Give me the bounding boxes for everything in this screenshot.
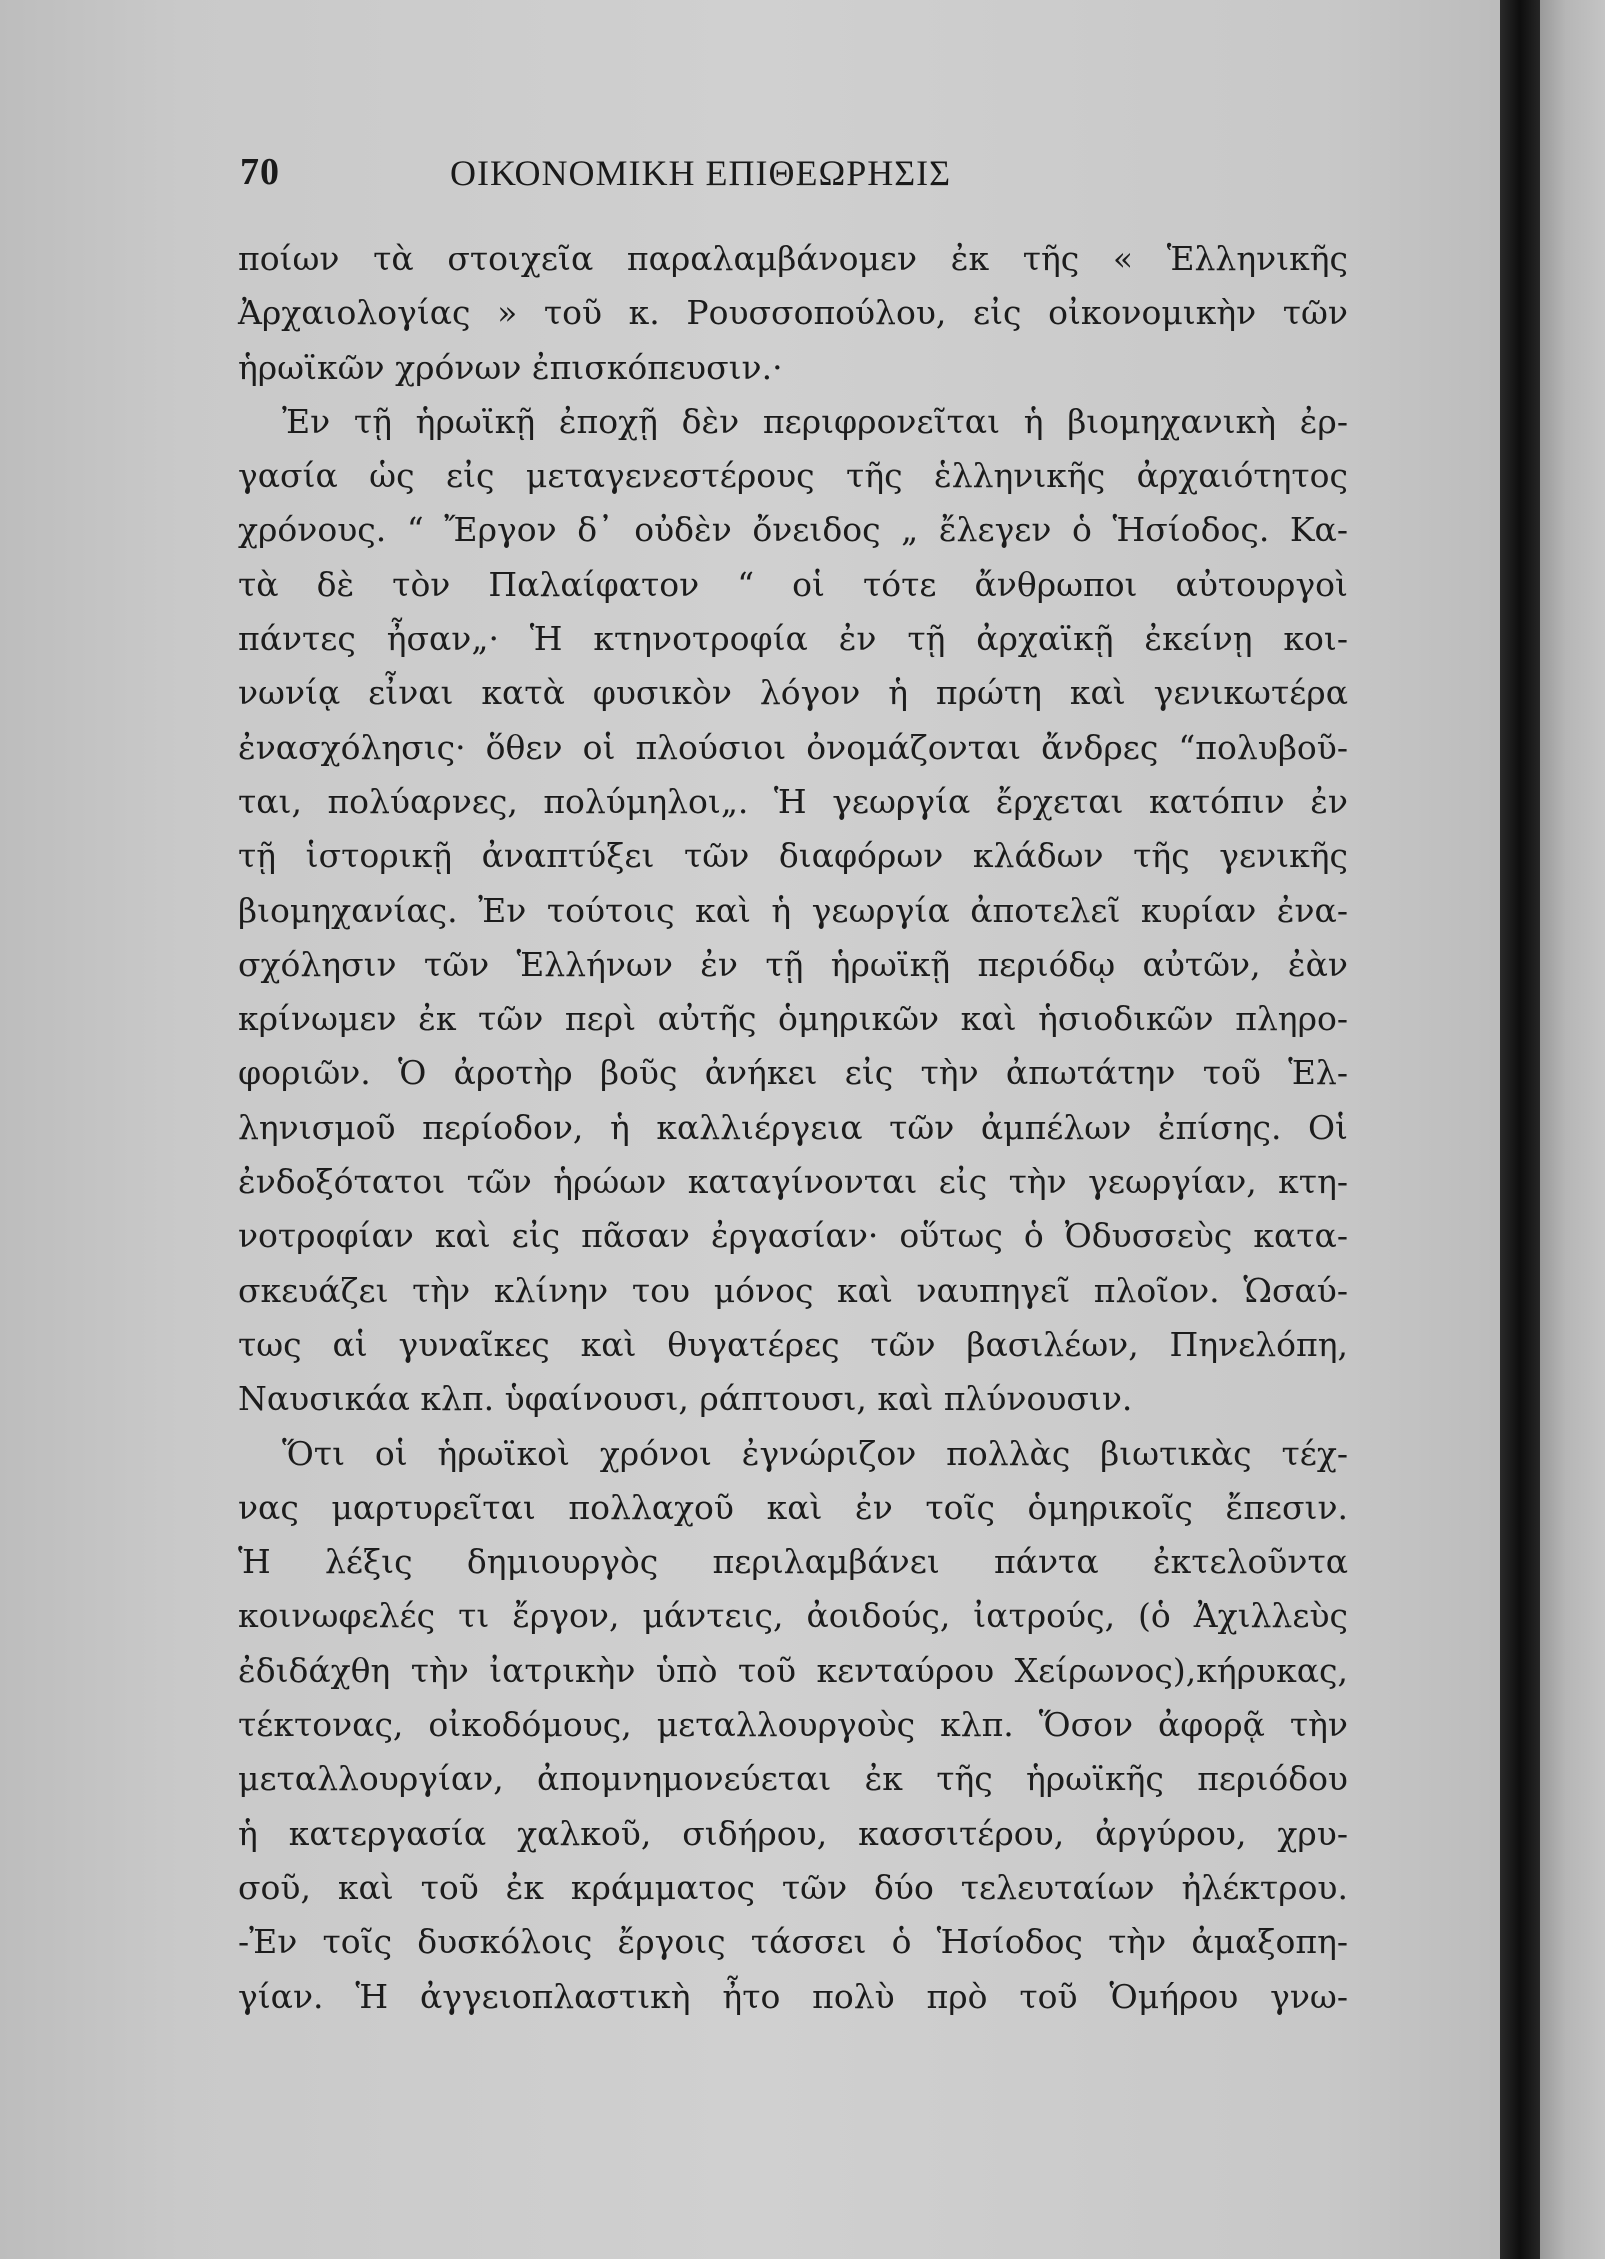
text-line: νοτροφίαν καὶ εἰς πᾶσαν ἐργασίαν· οὕτως ὁ Ὀδυσσεὺς κατα- — [238, 1216, 1348, 1256]
text-line: νωνίᾳ εἶναι κατὰ φυσικὸν λόγον ἡ πρώτη καὶ γενικωτέρα — [238, 673, 1348, 713]
text-line: Ἡ λέξις δημιουργὸς περιλαμβάνει πάντα ἐκτελοῦντα — [238, 1542, 1348, 1582]
body-text — [238, 232, 1348, 2024]
facing-page-edge — [1540, 0, 1605, 2259]
text-line: Ὅτι οἱ ἡρωϊκοὶ χρόνοι ἐγνώριζον πολλὰς βιωτικὰς τέχ- — [282, 1433, 1348, 1473]
text-line: τέκτονας, οἰκοδόμους, μεταλλουργοὺς κλπ. Ὅσον ἀφορᾷ τὴν — [238, 1705, 1348, 1745]
text-line: Ἀρχαιολογίας » τοῦ κ. Ρουσσοπούλου, εἰς οἰκονομικὴν τῶν — [238, 293, 1348, 333]
text-line: ἐνδοξότατοι τῶν ἡρώων καταγίνονται εἰς τὴν γεωργίαν, κτη- — [238, 1162, 1348, 1202]
text-line: ἡ κατεργασία χαλκοῦ, σιδήρου, κασσιτέρου, ἀργύρου, χρυ- — [238, 1813, 1348, 1853]
text-line: Ναυσικάα κλπ. ὑφαίνουσι, ράπτουσι, καὶ πλύνουσιν. — [238, 1379, 1133, 1419]
text-line: βιομηχανίας. Ἐν τούτοις καὶ ἡ γεωργία ἀποτελεῖ κυρίαν ἐνα- — [238, 890, 1348, 930]
text-line: σοῦ, καὶ τοῦ ἐκ κράμματος τῶν δύο τελευταίων ἠλέκτρου. — [238, 1867, 1348, 1907]
text-line: γασία ὡς εἰς μεταγενεστέρους τῆς ἑλληνικῆς ἀρχαιότητος — [238, 456, 1348, 496]
text-line: ἡρωϊκῶν χρόνων ἐπισκόπευσιν.· — [238, 347, 783, 387]
running-title: ΟΙΚΟΝΟΜΙΚΗ ΕΠΙΘΕΩΡΗΣΙΣ — [450, 153, 952, 193]
page-header — [240, 150, 1390, 210]
text-line: ἐδιδάχθη τὴν ἰατρικὴν ὑπὸ τοῦ κενταύρου Χείρωνος),κήρυκας, — [238, 1650, 1348, 1690]
text-line: ἐνασχόλησις· ὅθεν οἱ πλούσιοι ὀνομάζονται ἄνδρες “πολυβοῦ- — [238, 727, 1348, 767]
text-line: νας μαρτυρεῖται πολλαχοῦ καὶ ἐν τοῖς ὁμηρικοῖς ἔπεσιν. — [238, 1487, 1348, 1527]
text-line: ληνισμοῦ περίοδον, ἡ καλλιέργεια τῶν ἀμπέλων ἐπίσης. Οἱ — [238, 1107, 1348, 1147]
text-line: κρίνωμεν ἐκ τῶν περὶ αὐτῆς ὁμηρικῶν καὶ ἡσιοδικῶν πληρο- — [238, 999, 1348, 1039]
text-line: πάντες ἦσαν„· Ἡ κτηνοτροφία ἐν τῇ ἀρχαϊκῇ ἐκείνῃ κοι- — [238, 619, 1348, 659]
text-line: τὰ δὲ τὸν Παλαίφατον “ οἱ τότε ἄνθρωποι αὐτουργοὶ — [238, 564, 1348, 604]
text-line: σκευάζει τὴν κλίνην του μόνος καὶ ναυπηγεῖ πλοῖον. Ὡσαύ- — [238, 1270, 1348, 1310]
text-line: κοινωφελές τι ἔργον, μάντεις, ἀοιδούς, ἰατρούς, (ὁ Ἀχιλλεὺς — [238, 1596, 1348, 1636]
text-line: σχόλησιν τῶν Ἑλλήνων ἐν τῇ ἡρωϊκῇ περιόδῳ αὐτῶν, ἐὰν — [238, 944, 1348, 984]
text-line: τῇ ἱστορικῇ ἀναπτύξει τῶν διαφόρων κλάδων τῆς γενικῆς — [238, 836, 1348, 876]
text-line: ποίων τὰ στοιχεῖα παραλαμβάνομεν ἐκ τῆς « Ἑλληνικῆς — [238, 239, 1348, 278]
text-line: φοριῶν. Ὁ ἀροτὴρ βοῦς ἀνήκει εἰς τὴν ἀπωτάτην τοῦ Ἑλ- — [238, 1053, 1348, 1093]
page-number: 70 — [240, 151, 280, 193]
text-line: ται, πολύαρνες, πολύμηλοι„. Ἡ γεωργία ἔρχεται κατόπιν ἐν — [238, 781, 1348, 821]
text-line: γίαν. Ἡ ἀγγειοπλαστικὴ ἦτο πολὺ πρὸ τοῦ Ὁμήρου γνω- — [238, 1976, 1348, 2016]
book-gutter — [1500, 0, 1540, 2259]
text-line: χρόνους. “ Ἔργον δ᾽ οὐδὲν ὄνειδος „ ἔλεγεν ὁ Ἡσίοδος. Κα- — [238, 510, 1348, 550]
text-line: τως αἱ γυναῖκες καὶ θυγατέρες τῶν βασιλέων, Πηνελόπη, — [238, 1324, 1348, 1364]
text-line: μεταλλουργίαν, ἀπομνημονεύεται ἐκ τῆς ἡρωϊκῆς περιόδου — [238, 1759, 1348, 1799]
text-line: Ἐν τῇ ἡρωϊκῇ ἐποχῇ δὲν περιφρονεῖται ἡ βιομηχανικὴ ἐρ- — [282, 401, 1348, 441]
text-line: -Ἐν τοῖς δυσκόλοις ἔργοις τάσσει ὁ Ἡσίοδος τὴν ἀμαξοπη- — [238, 1922, 1348, 1962]
